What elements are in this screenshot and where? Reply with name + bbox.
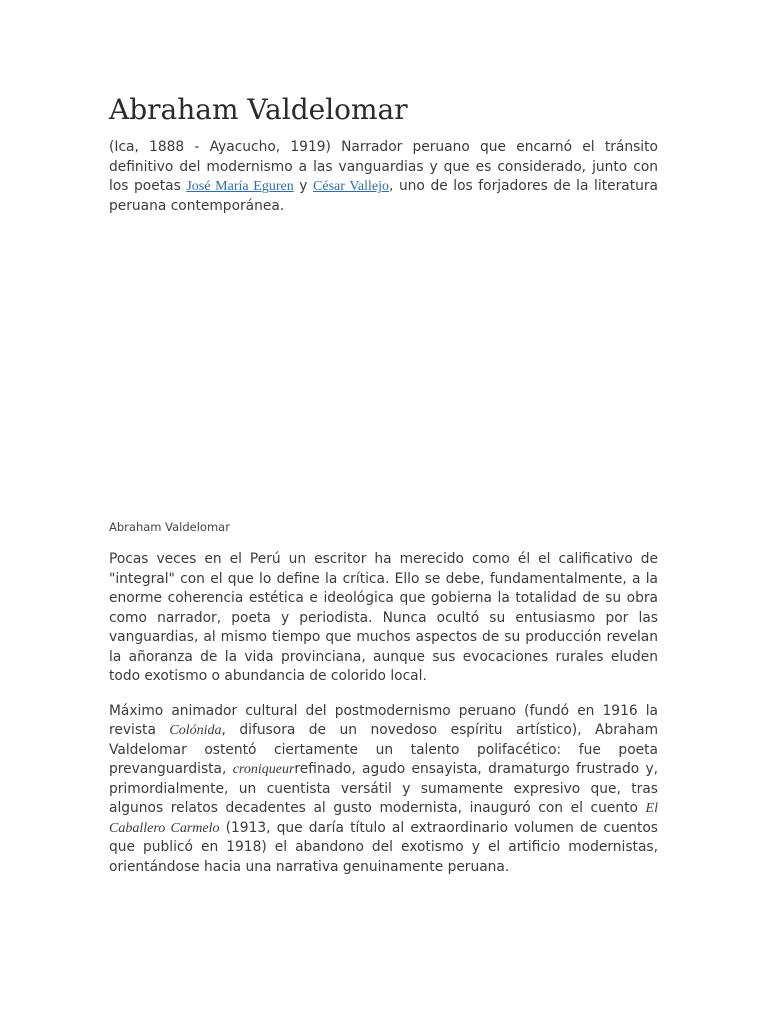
magazine-title-colonida: Colónida bbox=[169, 723, 222, 738]
body-paragraph-3 bbox=[109, 702, 658, 878]
intro-text-3: , uno de los forjadores de la literatura peruana contemporánea. bbox=[109, 178, 659, 214]
intro-paragraph bbox=[109, 138, 658, 216]
p3-text-1: Máximo animador cultural del postmodernismo peruano (fundó en 1916 la revista bbox=[109, 702, 658, 738]
body-paragraph-2: Pocas veces en el Perú un escritor ha merecido como él el calificativo de "integral" con el que lo define la crítica. Ello se debe, fundamentalmente, a la enorme coherencia estética e ideológica que gobierna la totalidad de su obra como narrador, poeta y periodista. Nunca ocultó su entusiasmo por las vanguardias, al mismo tiempo que muchos aspectos de su producción revelan la añoranza de la vida provinciana, aunque sus evocaciones rurales eluden todo exotismo o abundancia de colorido local. bbox=[109, 551, 658, 684]
p3-text-3: refinado, agudo ensayista, dramaturgo frustrado y, primordialmente, un cuentista versátil y sumamente expresivo que, tras algunos relatos decadentes al gusto modernista, inauguró con el cuento bbox=[109, 761, 659, 816]
link-jose-maria-eguren[interactable]: José María Eguren bbox=[186, 179, 294, 194]
article bbox=[109, 92, 658, 877]
link-cesar-vallejo[interactable]: César Vallejo bbox=[313, 179, 389, 194]
image-caption: Abraham Valdelomar bbox=[109, 520, 230, 534]
portrait-image-placeholder bbox=[109, 216, 658, 519]
article-title: Abraham Valdelomar bbox=[109, 93, 408, 126]
story-title-el-caballero-carmelo: El Caballero Carmelo bbox=[109, 801, 658, 836]
p3-text-4: (1913, que daría título al extraordinario volumen de cuentos que publicó en 1918) el abandono del exotismo y el artificio modernistas, orientándose hacia una narrativa genuinamente peruana. bbox=[109, 819, 658, 875]
intro-text-1: (Ica, 1888 - Ayacucho, 1919) Narrador peruano que encarnó el tránsito definitivo del modernismo a las vanguardias y que es considerado, junto con los poetas bbox=[109, 139, 658, 194]
p3-text-2: , difusora de un novedoso espíritu artístico), Abraham Valdelomar ostentó ciertamente un talento polifacético: fue poeta prevanguardista, bbox=[109, 722, 659, 777]
intro-text-2: y bbox=[293, 178, 314, 194]
term-croniqueur: croniqueur bbox=[232, 762, 295, 777]
